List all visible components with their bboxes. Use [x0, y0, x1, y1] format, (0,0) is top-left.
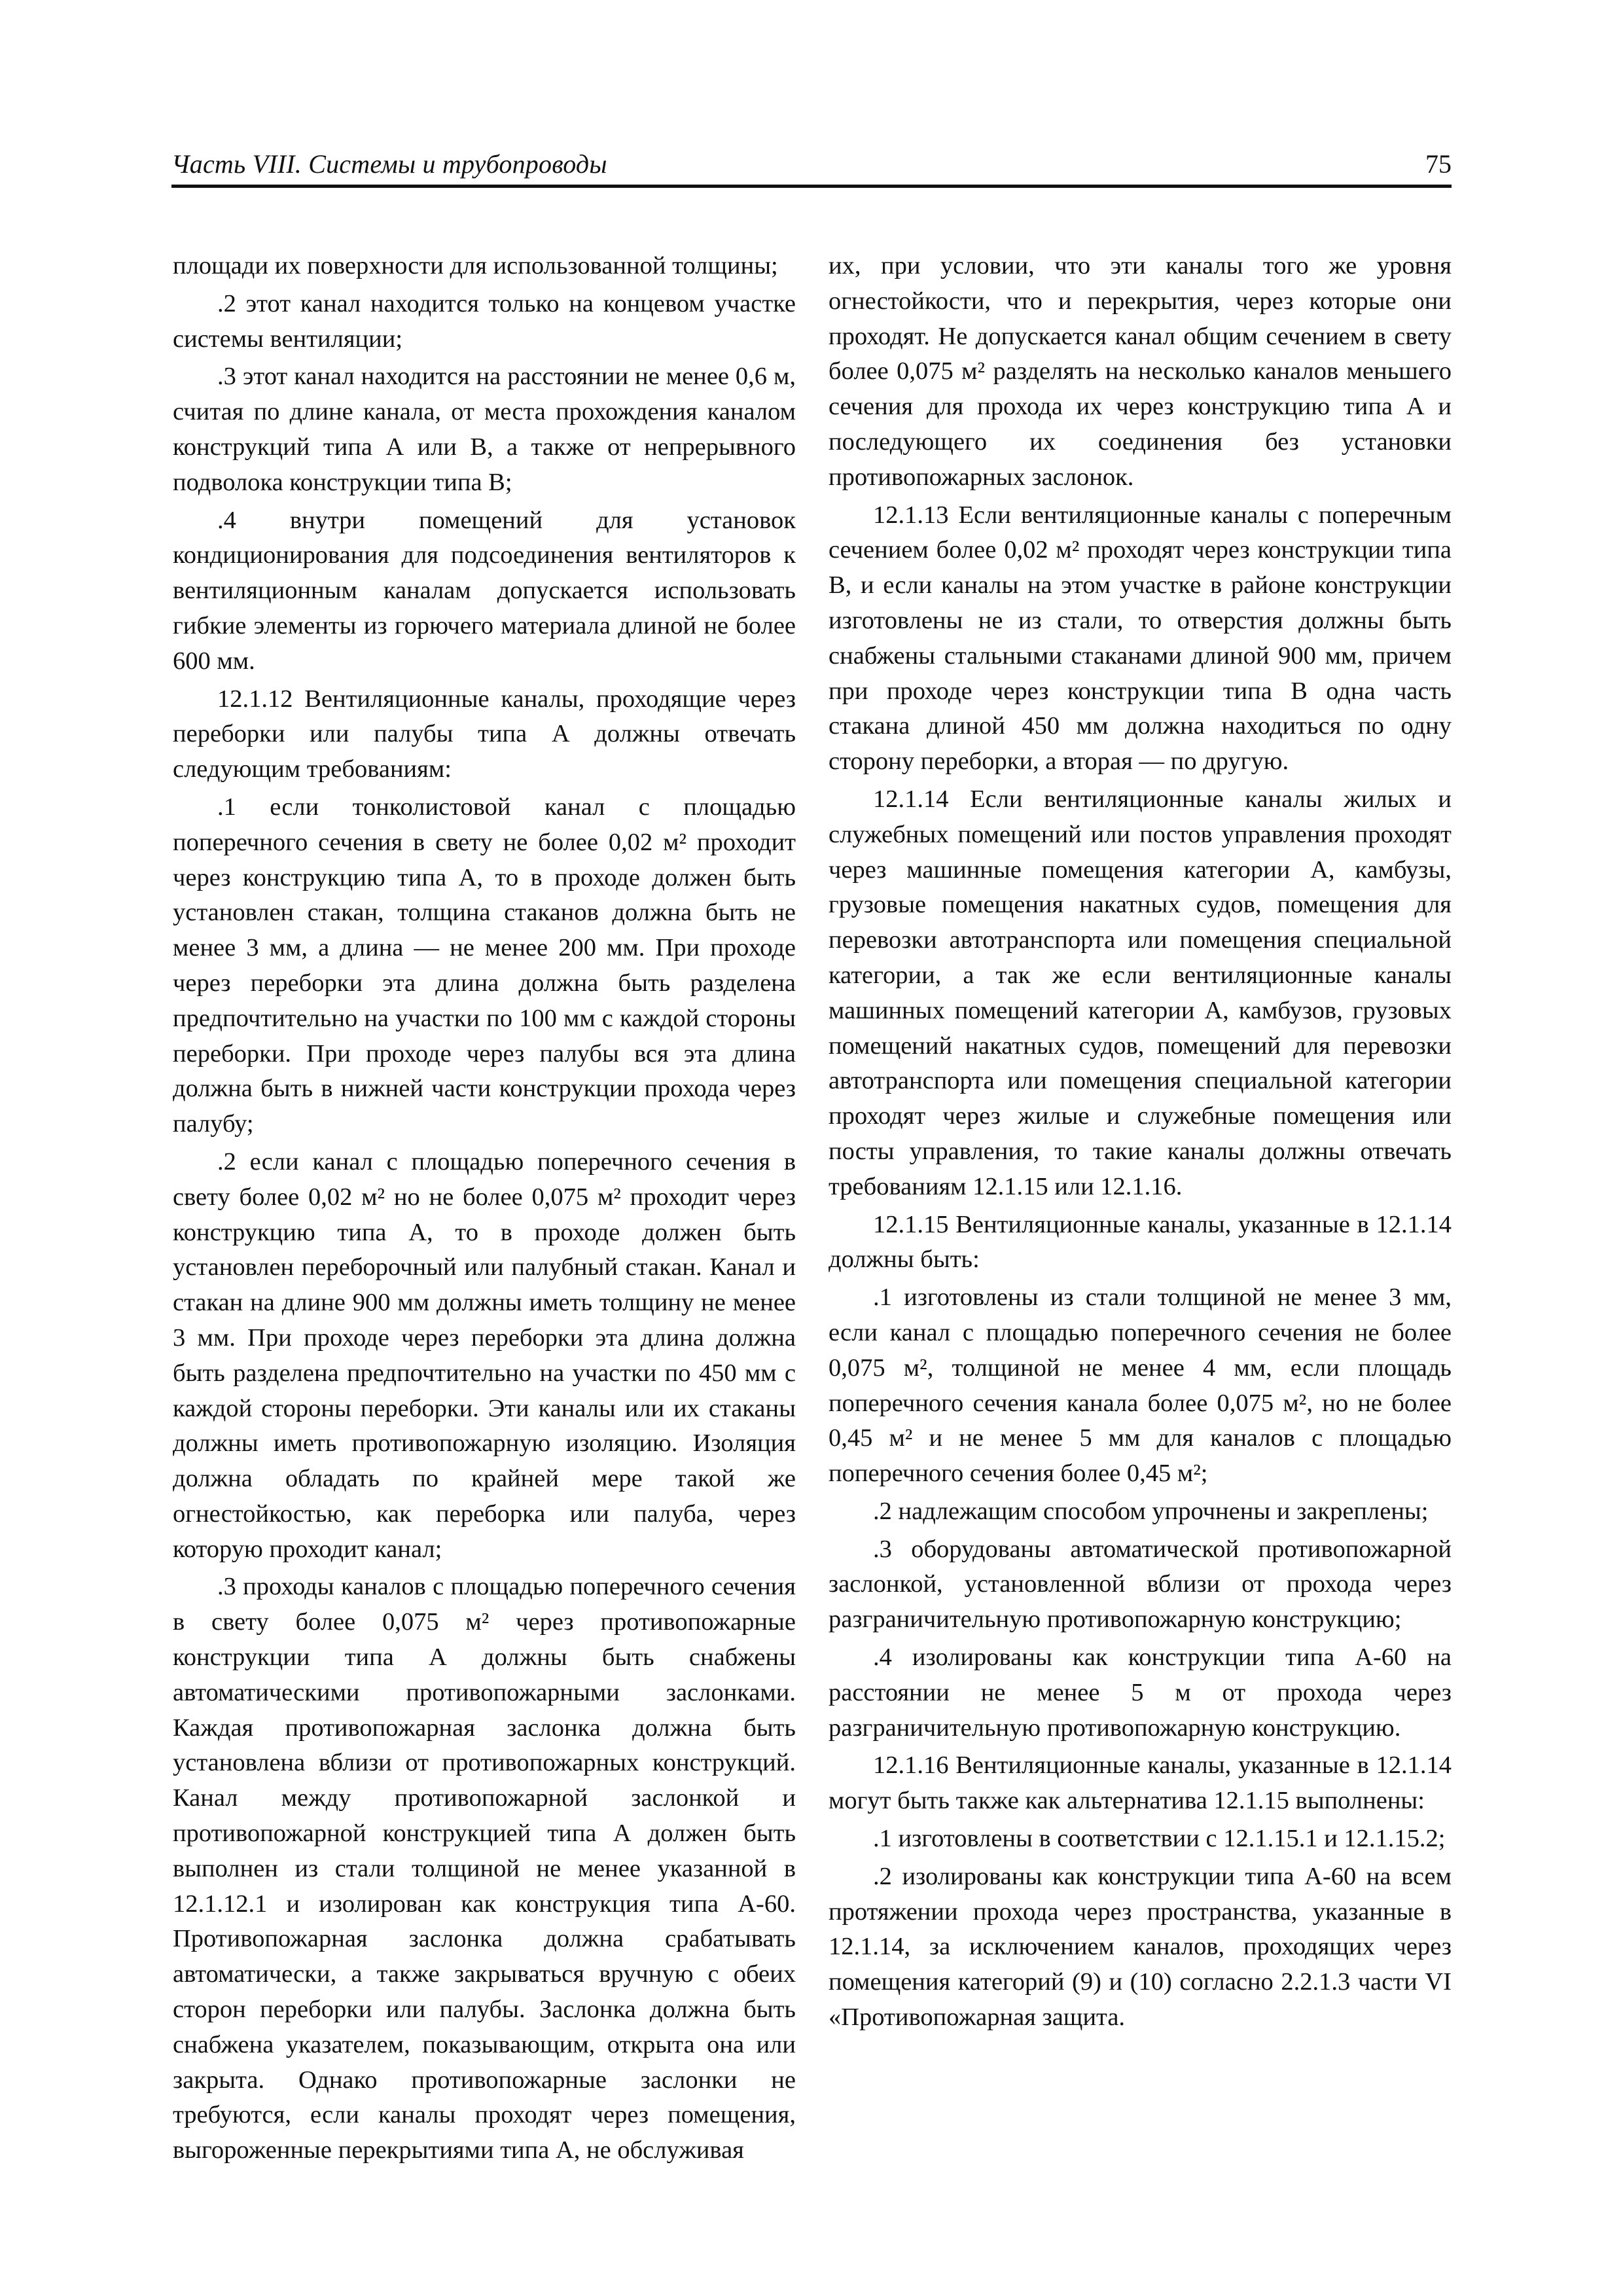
paragraph: 12.1.14 Если вентиляционные каналы жилых и служебных помещений или постов управления проходят через машинные помещения категории А, камбузы, грузовые помещения накатных судов, помещения для перевозки автотранспорта или помещения специальной категории, а так же если вентиляционные каналы машинных помещений категории А, камбузов, грузовых помещений накатных судов, помещений для перевозки автотранспорта или помещения специальной категории проходят через жилые и служебные помещения или посты управления, то такие каналы должны отвечать требованиям 12.1.15 или 12.1.16.: [829, 785, 1452, 1200]
paragraph: .3 оборудованы автоматической противопожарной заслонкой, установленной вблизи от прохода через разграничительную противопожарную конструкцию;: [829, 1535, 1452, 1634]
paragraph: их, при условии, что эти каналы того же уровня огнестойкости, что и перекрытия, через которые они проходят. Не допускается канал общим сечением в свету более 0,075 м² разделять на несколько каналов меньшего сечения для прохода их через конструкцию типа А и последующего их соединения без установки противопожарных заслонок.: [829, 252, 1452, 491]
paragraph: .2 изолированы как конструкции типа А-60 на всем протяжении прохода через пространства, указанные в 12.1.14, за исключением каналов, проходящих через помещения категорий (9) и (10) согласно 2.2.1.3 части VI «Противопожарная защита.: [829, 1862, 1452, 2032]
paragraph: .3 этот канал находится на расстоянии не менее 0,6 м, считая по длине канала, от места прохождения каналом конструкций типа А или В, а также от непрерывного подволока конструкции типа В;: [173, 363, 796, 496]
paragraph: 12.1.13 Если вентиляционные каналы с поперечным сечением более 0,02 м² проходят через конструкции типа В, и если каналы на этом участке в районе конструкции изготовлены не из стали, то отверстия должны быть снабжены стальными стаканами длиной 900 мм, причем при проходе через конструкции типа В одна часть стакана длиной 450 мм должна находиться по одну сторону переборки, а вторая — по другую.: [829, 501, 1452, 776]
running-header: [171, 145, 1452, 188]
paragraph: 12.1.16 Вентиляционные каналы, указанные в 12.1.14 могут быть также как альтернатива 12.1.15 выполнены:: [829, 1751, 1452, 1815]
paragraph: .1 изготовлены в соответствии с 12.1.15.1 и 12.1.15.2;: [873, 1825, 1446, 1853]
left-column: [173, 249, 796, 2171]
paragraph: .4 внутри помещений для установок кондиционирования для подсоединения вентиляторов к вентиляционным каналам допускается использовать гибкие элементы из горючего материала длиной не более 600 мм.: [173, 506, 796, 675]
paragraph: 12.1.15 Вентиляционные каналы, указанные в 12.1.14 должны быть:: [829, 1210, 1452, 1274]
paragraph: .4 изолированы как конструкции типа А-60 на расстоянии не менее 5 м от прохода через разграничительную противопожарную конструкцию.: [829, 1643, 1452, 1742]
right-column: [829, 249, 1452, 2038]
paragraph: .1 если тонколистовой канал с площадью поперечного сечения в свету не более 0,02 м² проходит через конструкцию типа А, то в проходе должен быть установлен стакан, толщина стаканов должна быть не менее 3 мм, а длина — не менее 200 мм. При проходе через переборки эта длина должна быть разделена предпочтительно на участки по 100 мм с каждой стороны переборки. При проходе через палубы вся эта длина должна быть в нижней части конструкции прохода через палубу;: [173, 793, 796, 1138]
paragraph: .2 надлежащим способом упрочнены и закреплены;: [873, 1497, 1429, 1525]
running-title: Часть VIII. Системы и трубопроводы: [171, 149, 607, 179]
paragraph: .3 проходы каналов с площадью поперечного сечения в свету более 0,075 м² через противопожарные конструкции типа А должны быть снабжены автоматическими противопожарными заслонками. Каждая противопожарная заслонка должна быть установлена вблизи от противопожарных конструкций. Канал между противопожарной заслонкой и противопожарной конструкцией типа А должен быть выполнен из стали толщиной не менее указанной в 12.1.12.1 и изолирован как конструкция типа А-60. Противопожарная заслонка должна срабатывать автоматически, а также закрываться вручную с обеих сторон переборки или палубы. Заслонка должна быть снабжена указателем, показывающим, открыта она или закрыта. Однако противопожарные заслонки не требуются, если каналы проходят через помещения, выгороженные перекрытиями типа А, не обслуживая: [173, 1573, 796, 2164]
paragraph: 12.1.12 Вентиляционные каналы, проходящие через переборки или палубы типа А должны отвечать следующим требованиям:: [173, 685, 796, 783]
paragraph: .1 изготовлены из стали толщиной не менее 3 мм, если канал с площадью поперечного сечения не более 0,075 м², толщиной не менее 4 мм, если площадь поперечного сечения канала более 0,075 м², но не более 0,45 м² и не менее 5 мм для каналов с площадью поперечного сечения более 0,45 м²;: [829, 1283, 1452, 1488]
paragraph: площади их поверхности для использованной толщины;: [173, 252, 778, 279]
paragraph: .2 если канал с площадью поперечного сечения в свету более 0,02 м² но не более 0,075 м² проходит через конструкцию типа А, то в проходе должен быть установлен переборочный или палубный стакан. Канал и стакан на длине 900 мм должны иметь толщину не менее 3 мм. При проходе через переборки эта длина должна быть разделена предпочтительно на участки по 450 мм с каждой стороны переборки. Эти каналы или их стаканы должны иметь противопожарную изоляцию. Изоляция должна обладать по крайней мере такой же огнестойкостью, как переборка или палуба, через которую проходит канал;: [173, 1147, 796, 1563]
page-number: 75: [1425, 149, 1452, 179]
paragraph: .2 этот канал находится только на концевом участке системы вентиляции;: [173, 289, 796, 353]
